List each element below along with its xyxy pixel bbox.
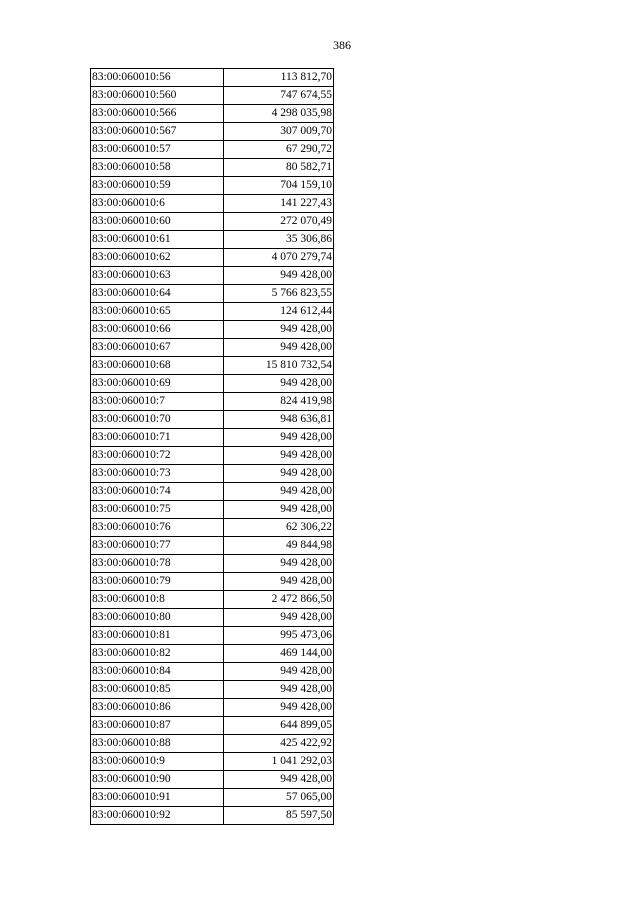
value-cell: 67 290,72: [224, 141, 334, 159]
cadastral-number-cell: 83:00:060010:8: [91, 591, 224, 609]
value-cell: 307 009,70: [224, 123, 334, 141]
cadastral-number-cell: 83:00:060010:91: [91, 789, 224, 807]
value-cell: 949 428,00: [224, 483, 334, 501]
table-row: [91, 771, 334, 789]
value-cell: 5 766 823,55: [224, 285, 334, 303]
cadastral-number-cell: 83:00:060010:64: [91, 285, 224, 303]
table-row: [91, 123, 334, 141]
table-row: [91, 591, 334, 609]
cadastral-number-cell: 83:00:060010:59: [91, 177, 224, 195]
table-row: [91, 411, 334, 429]
cadastral-number-cell: 83:00:060010:61: [91, 231, 224, 249]
cadastral-number-cell: 83:00:060010:76: [91, 519, 224, 537]
table-row: [91, 555, 334, 573]
table-row: [91, 69, 334, 87]
value-cell: 1 041 292,03: [224, 753, 334, 771]
cadastral-number-cell: 83:00:060010:9: [91, 753, 224, 771]
cadastral-number-cell: 83:00:060010:75: [91, 501, 224, 519]
value-cell: 80 582,71: [224, 159, 334, 177]
table-row: [91, 609, 334, 627]
value-cell: 704 159,10: [224, 177, 334, 195]
cadastral-number-cell: 83:00:060010:566: [91, 105, 224, 123]
cadastral-number-cell: 83:00:060010:58: [91, 159, 224, 177]
cadastral-number-cell: 83:00:060010:6: [91, 195, 224, 213]
cadastral-number-cell: 83:00:060010:90: [91, 771, 224, 789]
value-cell: 747 674,55: [224, 87, 334, 105]
table-row: [91, 753, 334, 771]
value-cell: 113 812,70: [224, 69, 334, 87]
value-cell: 85 597,50: [224, 807, 334, 825]
table-row: [91, 393, 334, 411]
table-row: [91, 267, 334, 285]
table-row: [91, 87, 334, 105]
table-row: [91, 213, 334, 231]
table-row: [91, 699, 334, 717]
cadastral-number-cell: 83:00:060010:80: [91, 609, 224, 627]
cadastral-number-cell: 83:00:060010:63: [91, 267, 224, 285]
table-body: [91, 69, 334, 825]
value-cell: 949 428,00: [224, 321, 334, 339]
table-row: [91, 357, 334, 375]
table-row: [91, 321, 334, 339]
value-cell: 995 473,06: [224, 627, 334, 645]
table-row: [91, 141, 334, 159]
cadastral-number-cell: 83:00:060010:82: [91, 645, 224, 663]
table-row: [91, 195, 334, 213]
table-row: [91, 663, 334, 681]
value-cell: 57 065,00: [224, 789, 334, 807]
table-row: [91, 375, 334, 393]
value-cell: 948 636,81: [224, 411, 334, 429]
cadastral-number-cell: 83:00:060010:87: [91, 717, 224, 735]
value-cell: 949 428,00: [224, 465, 334, 483]
table-row: [91, 735, 334, 753]
table-row: [91, 429, 334, 447]
cadastral-number-cell: 83:00:060010:78: [91, 555, 224, 573]
value-cell: 425 422,92: [224, 735, 334, 753]
cadastral-number-cell: 83:00:060010:56: [91, 69, 224, 87]
table-row: [91, 177, 334, 195]
cadastral-number-cell: 83:00:060010:79: [91, 573, 224, 591]
value-cell: 949 428,00: [224, 339, 334, 357]
value-cell: 949 428,00: [224, 573, 334, 591]
value-cell: 949 428,00: [224, 699, 334, 717]
page-number: 386: [333, 38, 351, 52]
table-row: [91, 303, 334, 321]
value-cell: 62 306,22: [224, 519, 334, 537]
cadastral-number-cell: 83:00:060010:77: [91, 537, 224, 555]
table-row: [91, 537, 334, 555]
cadastral-number-cell: 83:00:060010:71: [91, 429, 224, 447]
table-row: [91, 717, 334, 735]
cadastral-number-cell: 83:00:060010:560: [91, 87, 224, 105]
cadastral-number-cell: 83:00:060010:84: [91, 663, 224, 681]
cadastral-number-cell: 83:00:060010:70: [91, 411, 224, 429]
cadastral-number-cell: 83:00:060010:69: [91, 375, 224, 393]
table-row: [91, 231, 334, 249]
cadastral-value-table: [90, 68, 334, 825]
cadastral-number-cell: 83:00:060010:67: [91, 339, 224, 357]
cadastral-number-cell: 83:00:060010:68: [91, 357, 224, 375]
value-cell: 644 899,05: [224, 717, 334, 735]
value-cell: 949 428,00: [224, 663, 334, 681]
value-cell: 272 070,49: [224, 213, 334, 231]
cadastral-number-cell: 83:00:060010:65: [91, 303, 224, 321]
value-cell: 141 227,43: [224, 195, 334, 213]
table-row: [91, 789, 334, 807]
cadastral-number-cell: 83:00:060010:62: [91, 249, 224, 267]
cadastral-number-cell: 83:00:060010:74: [91, 483, 224, 501]
table-row: [91, 807, 334, 825]
value-cell: 949 428,00: [224, 501, 334, 519]
table-row: [91, 285, 334, 303]
table-row: [91, 501, 334, 519]
table-row: [91, 159, 334, 177]
cadastral-number-cell: 83:00:060010:86: [91, 699, 224, 717]
cadastral-number-cell: 83:00:060010:66: [91, 321, 224, 339]
value-cell: 949 428,00: [224, 447, 334, 465]
cadastral-number-cell: 83:00:060010:567: [91, 123, 224, 141]
cadastral-number-cell: 83:00:060010:92: [91, 807, 224, 825]
cadastral-number-cell: 83:00:060010:73: [91, 465, 224, 483]
value-cell: 949 428,00: [224, 555, 334, 573]
value-cell: 4 070 279,74: [224, 249, 334, 267]
value-cell: 4 298 035,98: [224, 105, 334, 123]
table-row: [91, 645, 334, 663]
table-row: [91, 105, 334, 123]
cadastral-number-cell: 83:00:060010:81: [91, 627, 224, 645]
table-row: [91, 627, 334, 645]
table-row: [91, 339, 334, 357]
value-cell: 2 472 866,50: [224, 591, 334, 609]
value-cell: 824 419,98: [224, 393, 334, 411]
value-cell: 949 428,00: [224, 681, 334, 699]
value-cell: 949 428,00: [224, 429, 334, 447]
cadastral-number-cell: 83:00:060010:85: [91, 681, 224, 699]
cadastral-number-cell: 83:00:060010:57: [91, 141, 224, 159]
table-row: [91, 573, 334, 591]
value-cell: 949 428,00: [224, 771, 334, 789]
value-cell: 15 810 732,54: [224, 357, 334, 375]
table-row: [91, 447, 334, 465]
value-cell: 124 612,44: [224, 303, 334, 321]
cadastral-number-cell: 83:00:060010:72: [91, 447, 224, 465]
table-row: [91, 465, 334, 483]
value-cell: 949 428,00: [224, 267, 334, 285]
value-cell: 35 306,86: [224, 231, 334, 249]
table-row: [91, 249, 334, 267]
table-row: [91, 681, 334, 699]
value-cell: 949 428,00: [224, 375, 334, 393]
cadastral-number-cell: 83:00:060010:7: [91, 393, 224, 411]
cadastral-number-cell: 83:00:060010:60: [91, 213, 224, 231]
value-cell: 949 428,00: [224, 609, 334, 627]
value-cell: 469 144,00: [224, 645, 334, 663]
cadastral-number-cell: 83:00:060010:88: [91, 735, 224, 753]
value-cell: 49 844,98: [224, 537, 334, 555]
table-row: [91, 519, 334, 537]
table-row: [91, 483, 334, 501]
